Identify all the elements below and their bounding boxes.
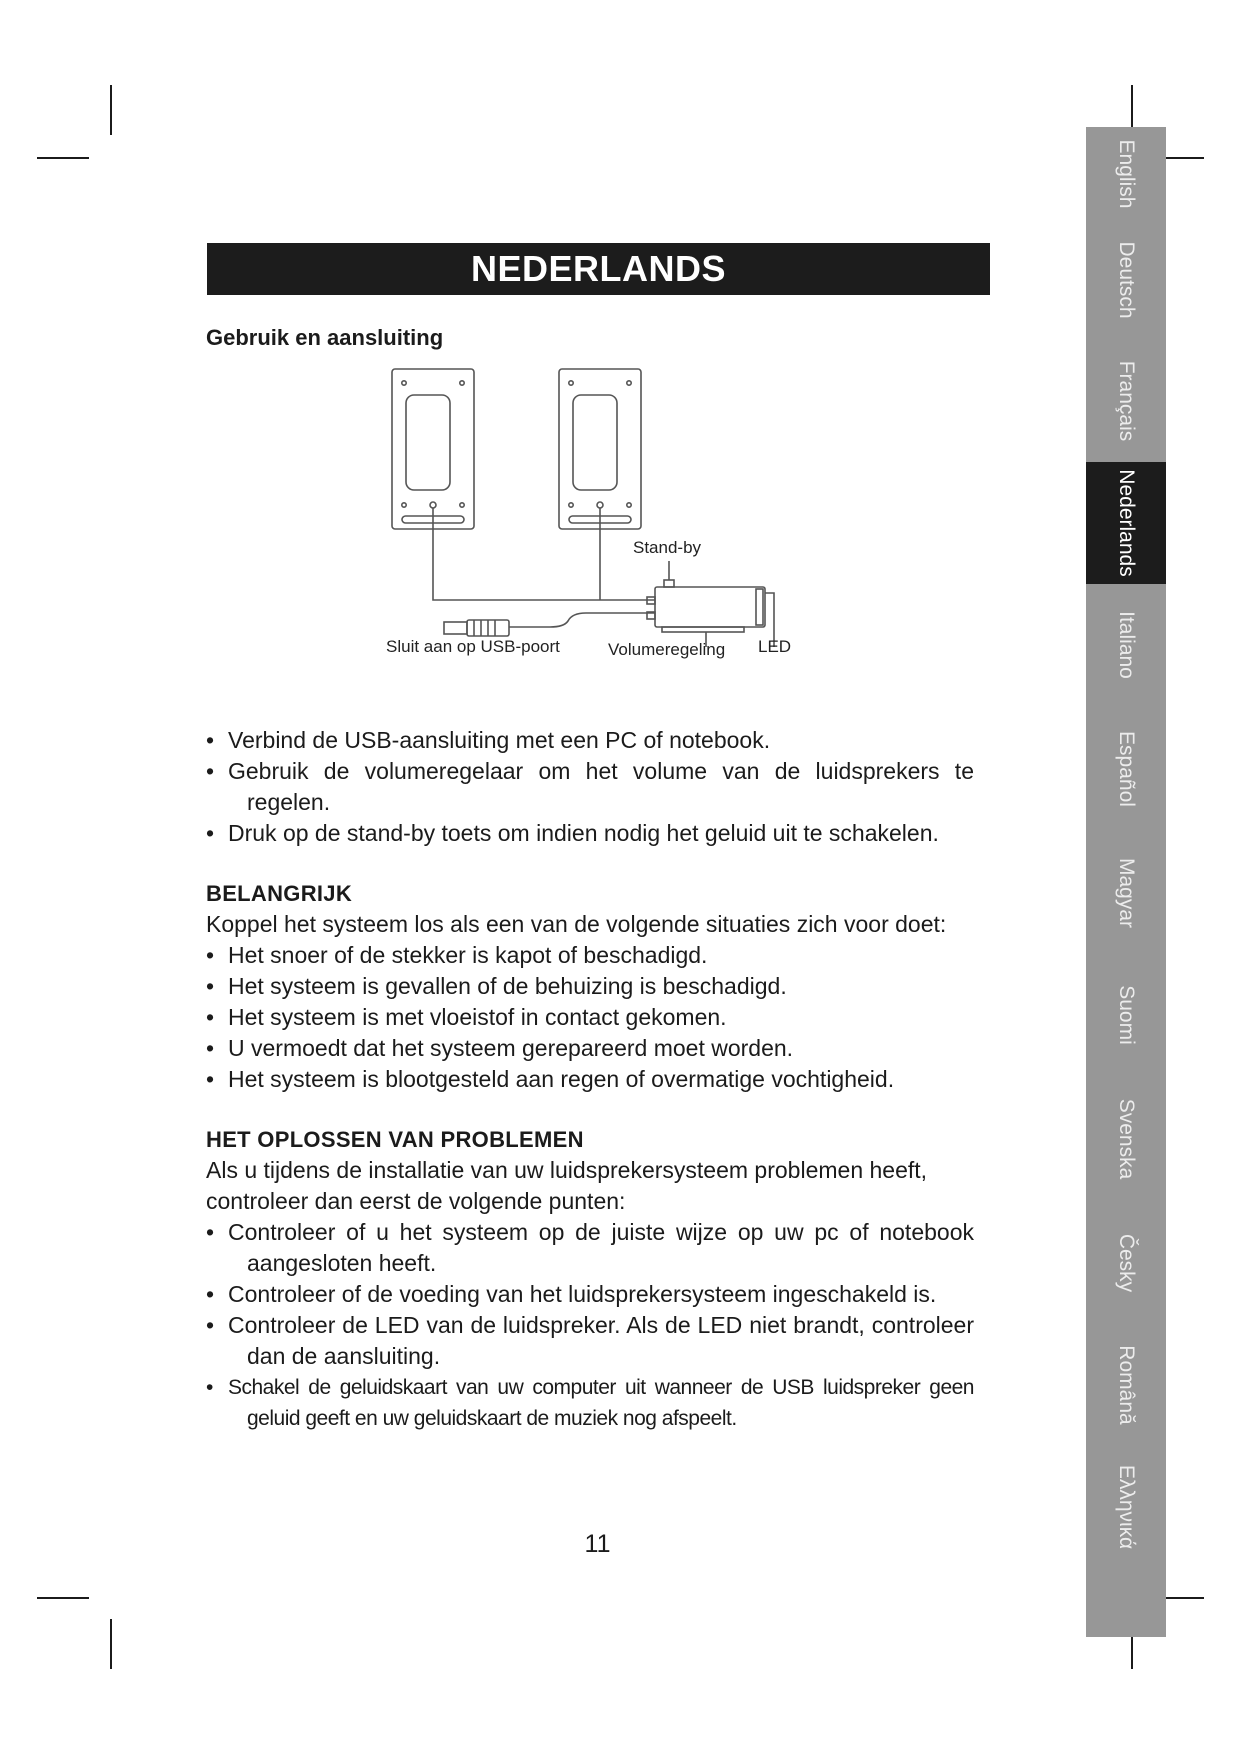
tab-suomi[interactable]: Suomi — [1115, 985, 1138, 1045]
volume-label: Volumeregeling — [608, 640, 726, 659]
page-content — [206, 322, 974, 1434]
language-sidebar — [1086, 127, 1166, 1637]
crop-mark — [110, 85, 112, 135]
troubleshooting-list — [206, 1217, 974, 1434]
tab-english[interactable]: English — [1115, 139, 1138, 208]
usb-port-label: Sluit aan op USB-poort — [386, 637, 560, 656]
list-item: • Het systeem is blootgesteld aan regen of overmatige vochtigheid. — [206, 1064, 974, 1095]
tab-ellinika[interactable]: Ελληνικά — [1115, 1464, 1138, 1550]
list-item: • Controleer de LED van de luidspreker. Als de LED niet brandt, controleer dan de aansluiting. — [206, 1310, 974, 1372]
led-label: LED — [758, 637, 792, 656]
tab-romana[interactable]: Română — [1115, 1345, 1138, 1425]
usage-list — [206, 725, 974, 849]
left-speaker — [392, 369, 474, 529]
right-speaker — [559, 369, 641, 529]
list-item: • U vermoedt dat het systeem gerepareerd moet worden. — [206, 1033, 974, 1064]
important-heading: BELANGRIJK — [206, 881, 353, 906]
tab-deutsch[interactable]: Deutsch — [1115, 241, 1138, 319]
list-item: • Het systeem is met vloeistof in contact gekomen. — [206, 1002, 974, 1033]
tab-cesky[interactable]: Česky — [1115, 1233, 1138, 1293]
list-item: • Schakel de geluidskaart van uw computer uit wanneer de USB luidspreker geen geluid geeft en uw geluidskaart de muziek nog afspeelt. — [206, 1372, 974, 1434]
important-intro: Koppel het systeem los als een van de volgende situaties zich voor doet: — [206, 911, 947, 937]
list-item: • Het snoer of de stekker is kapot of beschadigd. — [206, 940, 974, 971]
list-item: • Druk op de stand-by toets om indien nodig het geluid uit te schakelen. — [206, 818, 974, 849]
language-banner — [207, 243, 990, 295]
troubleshooting-intro: Als u tijdens de installatie van uw luidsprekersysteem problemen heeft, controleer dan eerst de volgende punten: — [206, 1157, 928, 1214]
crop-mark — [37, 1597, 89, 1599]
usage-heading: Gebruik en aansluiting — [206, 325, 444, 350]
crop-mark — [37, 157, 89, 159]
list-item: • Het systeem is gevallen of de behuizing is beschadigd. — [206, 971, 974, 1002]
tab-magyar[interactable]: Magyar — [1115, 857, 1138, 929]
tab-svenska[interactable]: Svenska — [1115, 1098, 1138, 1180]
crop-mark — [110, 1619, 112, 1669]
standby-label: Stand-by — [633, 538, 702, 557]
usb-plug — [444, 620, 509, 636]
tab-francais[interactable]: Français — [1115, 360, 1138, 442]
list-item: • Controleer of u het systeem op de juiste wijze op uw pc of notebook aangesloten heeft. — [206, 1217, 974, 1279]
page-number: 11 — [584, 1530, 611, 1558]
list-item: • Gebruik de volumeregelaar om het volume van de luidsprekers te regelen. — [206, 756, 974, 818]
banner-title: NEDERLANDS — [470, 248, 726, 289]
volume-control-box — [647, 580, 765, 632]
tab-nederlands[interactable]: Nederlands — [1086, 462, 1166, 584]
speaker-connection-diagram — [344, 365, 964, 727]
troubleshooting-heading: HET OPLOSSEN VAN PROBLEMEN — [206, 1127, 584, 1152]
list-item: • Verbind de USB-aansluiting met een PC of notebook. — [206, 725, 974, 756]
important-list — [206, 940, 974, 1095]
tab-italiano[interactable]: Italiano — [1115, 611, 1138, 679]
list-item: • Controleer of de voeding van het luidsprekersysteem ingeschakeld is. — [206, 1279, 974, 1310]
tab-espanol[interactable]: Español — [1115, 731, 1138, 807]
